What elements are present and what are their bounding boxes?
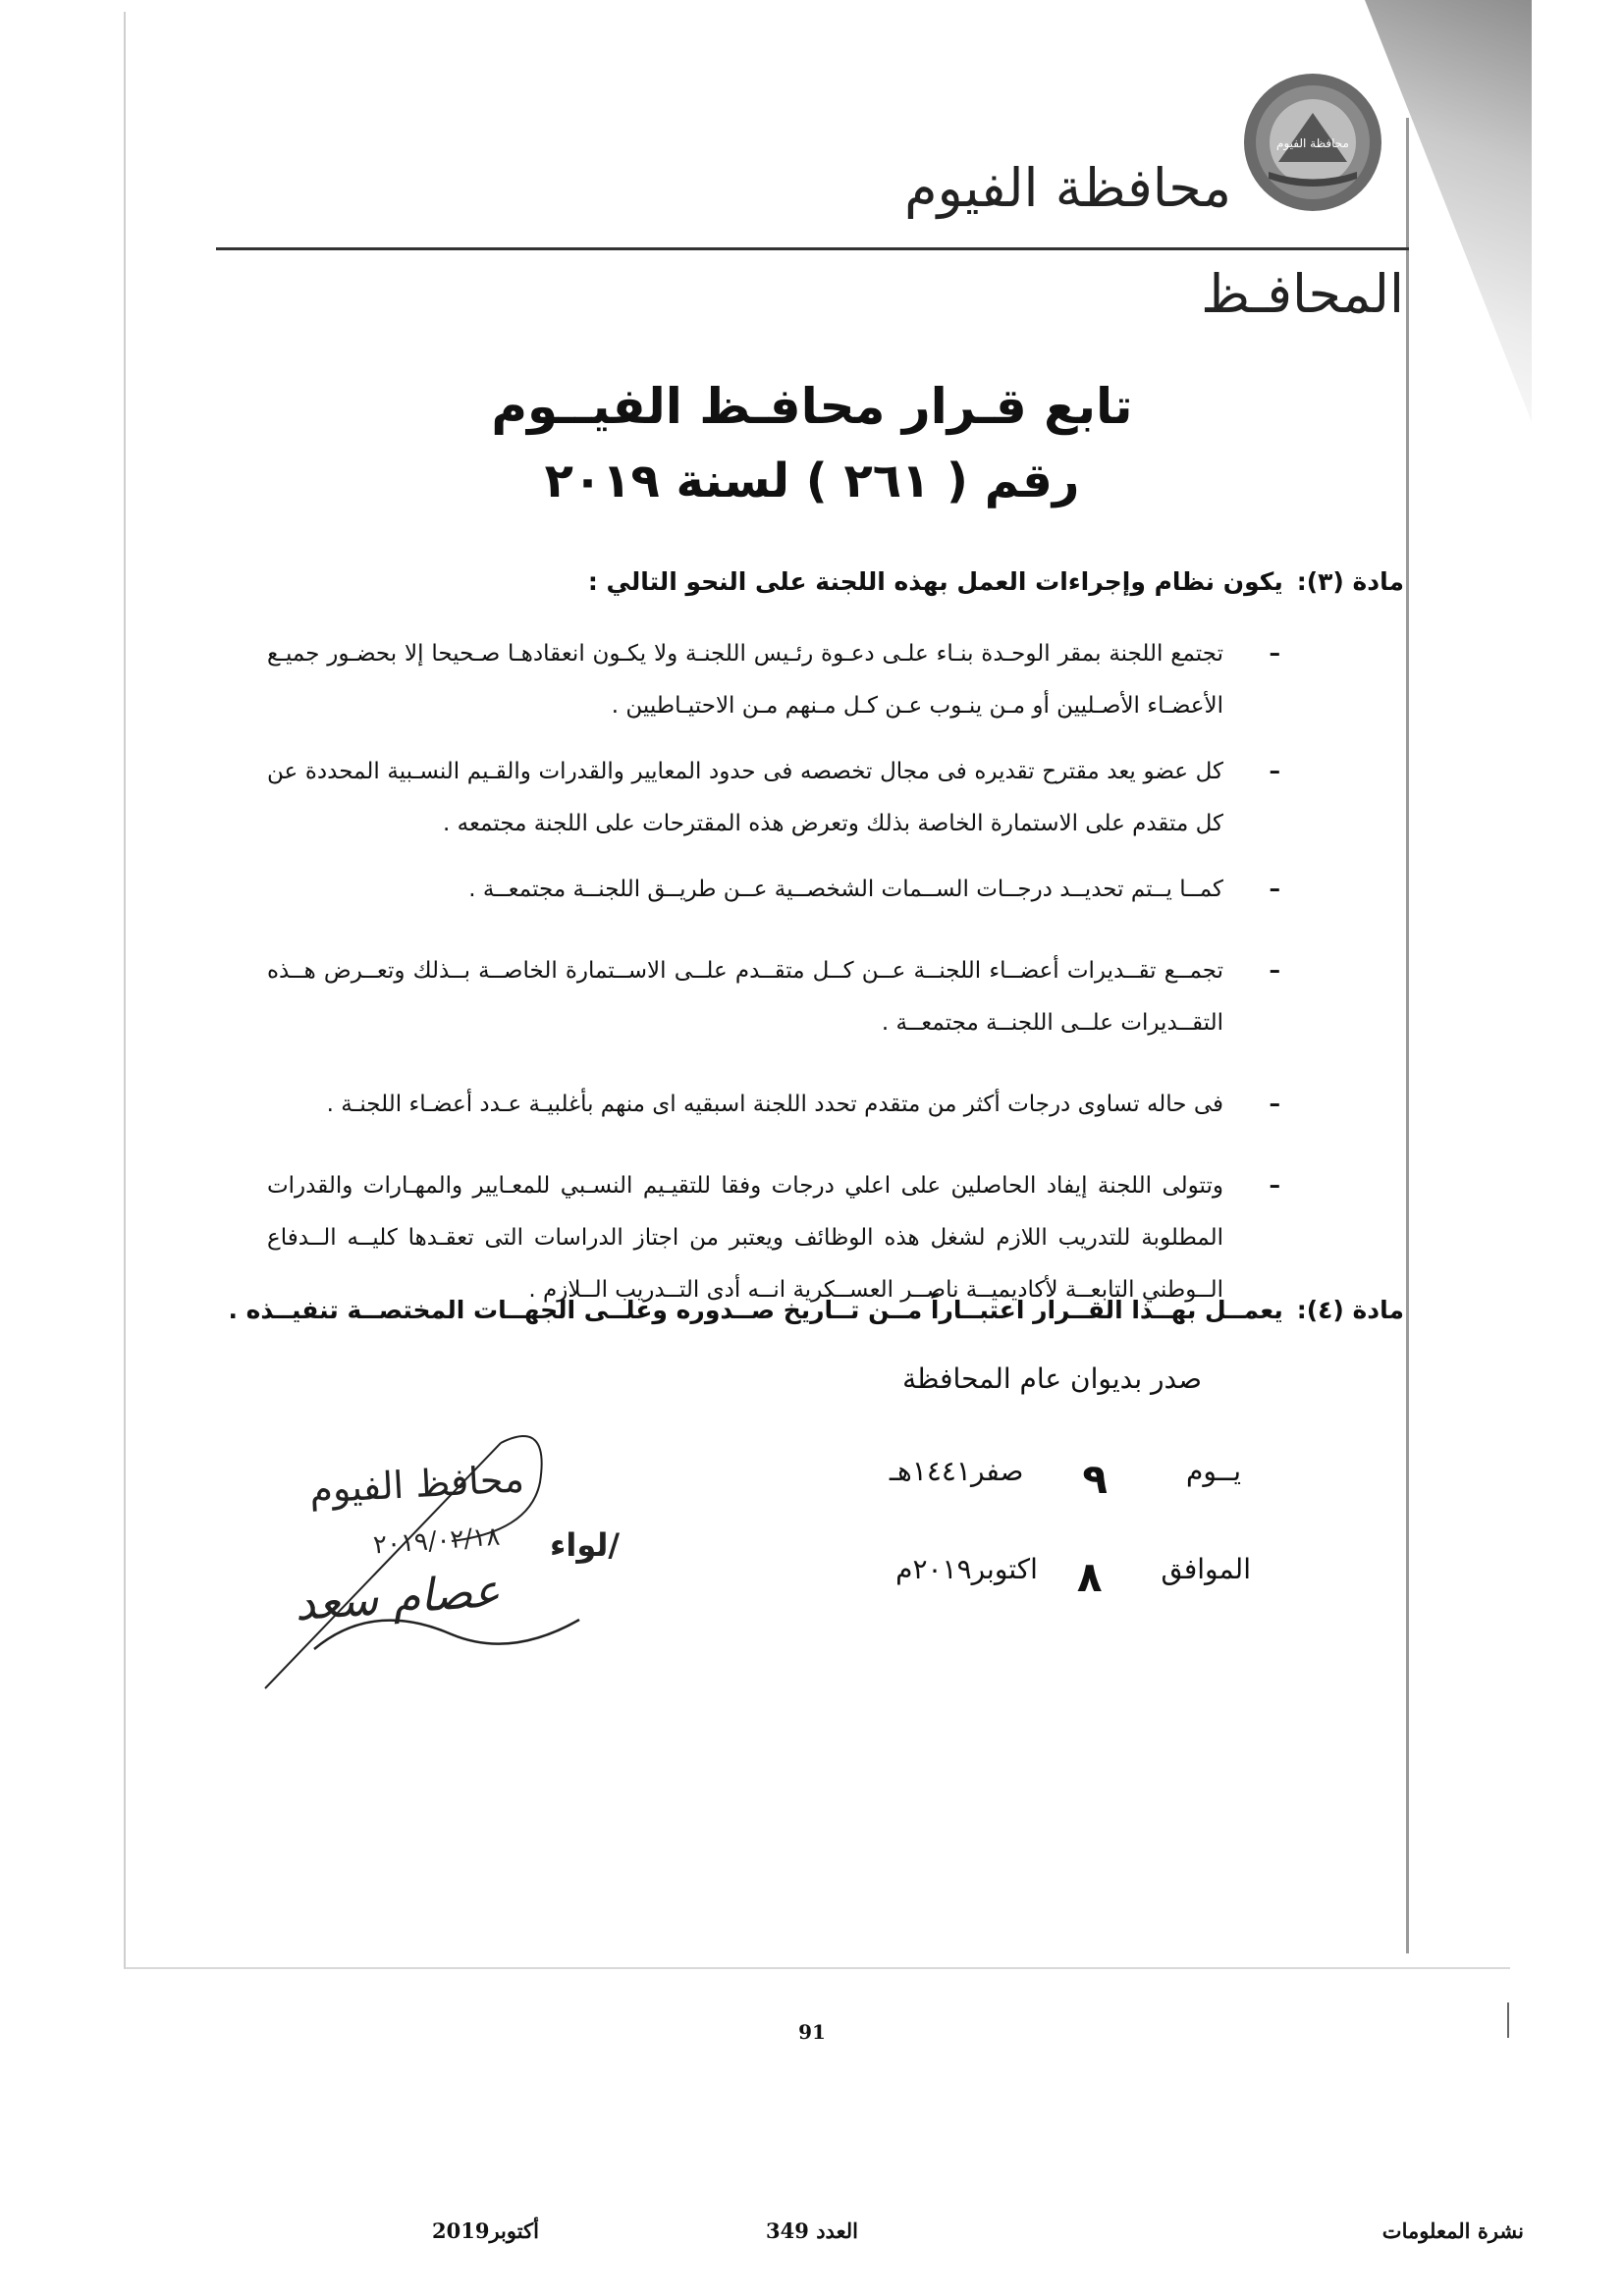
gregorian-day: ٨: [1076, 1553, 1103, 1601]
day-number: ٩: [1082, 1455, 1108, 1503]
gregorian-date-line: [895, 1553, 1251, 1601]
decree-title: تابع قـرار محافـظ الفيــوم: [491, 378, 1133, 435]
header-divider: [216, 247, 1409, 250]
page-number: 91: [798, 2020, 826, 2044]
list-item: – كمــا يــتم تحديــد درجــات الســمات الشخصــية عــن طريــق اللجنــة مجتمعــة .: [267, 864, 1249, 916]
list-item: – تجمــع تقــديرات أعضــاء اللجنــة عــن كــل متقــدم علــى الاســتمارة الخاصــة بــذلك وتعــرض هــذه التقــديرات علــى اللجنــة مجتمعــة .: [267, 945, 1249, 1049]
list-item: – فى حاله تساوى درجات أكثر من متقدم تحدد اللجنة اسبقيه اى منهم بأغلبيـة عـدد أعضـاء اللجنـة .: [267, 1079, 1249, 1131]
margin-mark: [1507, 2002, 1509, 2038]
list-item: – كل عضو يعد مقترح تقديره فى مجال تخصصه فى حدود المعايير والقدرات والقـيم النسـبية المحددة عن كل متقدم على الاستمارة الخاصة بذلك وتعرض هذه المقترحات على اللجنة مجتمعه .: [267, 746, 1249, 850]
article-3-heading: [216, 567, 1404, 596]
article-4-label: مادة (٤):: [1296, 1296, 1404, 1324]
hijri-date-line: [890, 1455, 1241, 1503]
article-3-label: مادة (٣):: [1296, 567, 1404, 596]
footer-publication: نشرة المعلومات: [1381, 2218, 1524, 2243]
seal-text: محافظة الفيوم: [1276, 136, 1349, 150]
list-item: – تجتمع اللجنة بمقر الوحـدة بنـاء علـى دعـوة رئـيس اللجنـة ولا يكـون انعقادهـا صـحيحا إلا بحضـور جميـع الأعضـاء الأصـليين أو مـن ينـوب عـن كـل مـنهم مـن الاحتيـاطيين .: [267, 628, 1249, 732]
signature-date: ٢٠١٩/٠٢/١٨: [372, 1522, 502, 1561]
day-label: يــوم: [1186, 1455, 1241, 1487]
signature-rank: لواء/: [550, 1526, 621, 1564]
article-4-text: يعمــل بهــذا القــرار اعتبــاراً مــن تــاريخ صــدوره وعلــى الجهــات المختصــة تنفيــذه .: [228, 1296, 1283, 1324]
footer-date: أكتوبر2019: [432, 2218, 539, 2243]
gregorian-date: اكتوبر٢٠١٩م: [895, 1553, 1038, 1585]
article-3-text: يكون نظام وإجراءات العمل بهذه اللجنة على النحو التالي :: [587, 567, 1283, 596]
office-title: المحافـظ: [1201, 263, 1404, 325]
governorate-seal-icon: [1239, 69, 1386, 216]
list-item: – وتتولى اللجنة إيفاد الحاصلين على اعلي درجات وفقا للتقيـيم النسـبي للمعـايير والمهـارات والقدرات المطلوبة للتدريب اللازم لشغل هذه الوظائف ويعتبر من اجتاز الدراسات التى تعقـدها كليــه الــدفاع الــوطني التابعــة لأكاديميــة ناصــر العســكرية انــه أدى التــدريب الــلازم .: [267, 1160, 1249, 1316]
governorate-name: محافظة الفيوم: [904, 157, 1231, 219]
article-4: [216, 1296, 1404, 1324]
hijri-date: صفر١٤٤١هـ: [889, 1455, 1024, 1487]
issued-at: صدر بديوان عام المحافظة: [902, 1362, 1202, 1395]
signature-title: محافظ الفيوم: [307, 1457, 525, 1512]
decree-number: رقم ( ٢٦١ ) لسنة ٢٠١٩: [544, 454, 1080, 508]
corresponding-label: الموافق: [1161, 1553, 1251, 1585]
signature-name: عصام سعد: [293, 1563, 502, 1631]
article-3-list: [267, 628, 1249, 1316]
footer-issue: العدد 349: [766, 2218, 858, 2243]
